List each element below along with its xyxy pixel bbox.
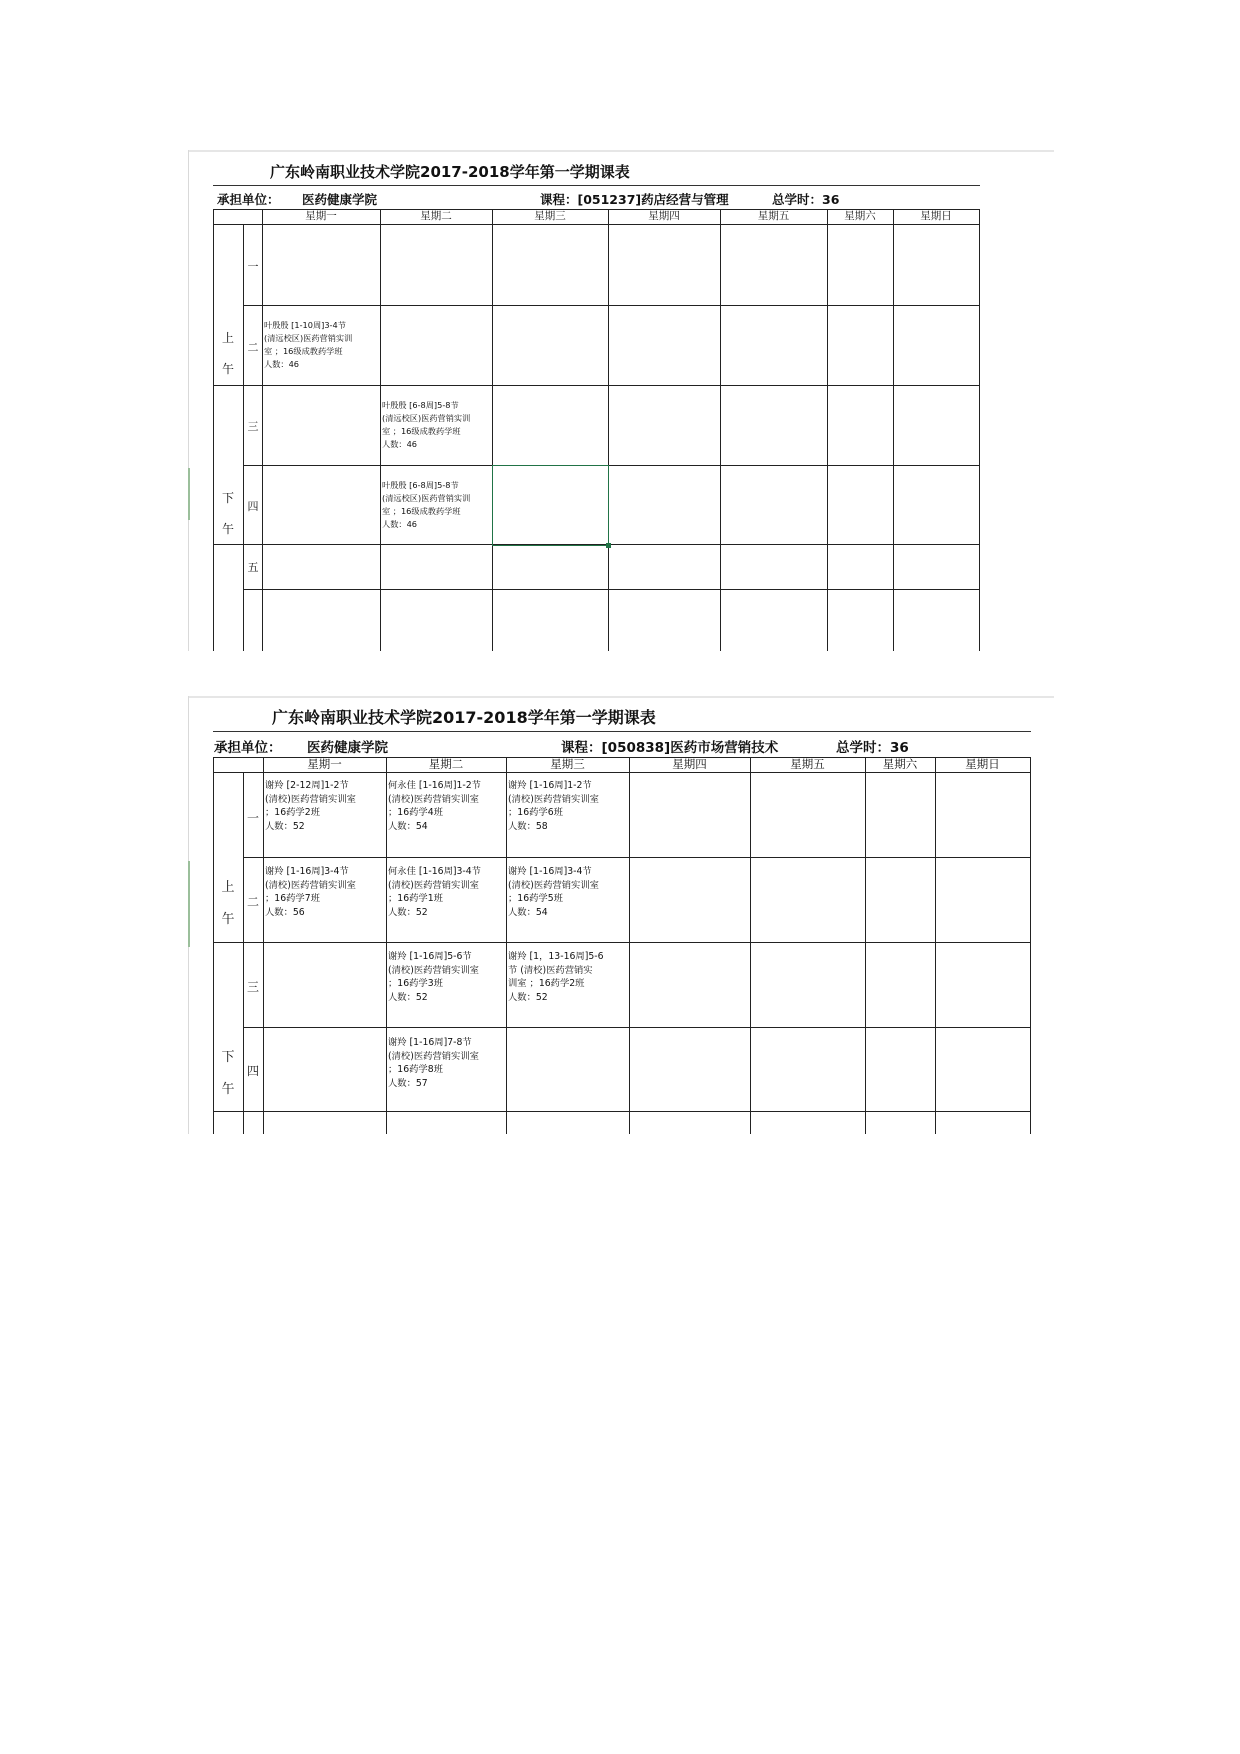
afternoon-label-1: 下 [221,1050,235,1065]
class-cell-wed-p2: 谢羚 [1-16周]3-4节 (清校)医药营销实训室 ；16药学5班 人数：54 [508,866,599,918]
day-header-sat: 星期六 [844,210,876,222]
period-3: 三 [247,420,259,433]
period-2: 二 [246,895,259,909]
day-header-wed: 星期三 [550,757,585,771]
day-header-thu: 星期四 [672,757,707,771]
sheet-top-edge [188,696,1054,698]
day-header-tue: 星期二 [420,210,452,222]
morning-label-1: 上 [221,880,235,895]
unit-name: 医药健康学院 [307,740,388,756]
course-info: 课程：[051237]药店经营与管理 [540,192,729,207]
day-header-sun: 星期日 [965,757,1000,771]
day-header-fri: 星期五 [757,210,790,222]
title-rule [213,731,1031,732]
timetable-grid [213,209,980,651]
day-header-tue: 星期二 [428,757,464,771]
day-header-mon: 星期一 [305,210,337,222]
class-cell-mon-p2: 叶殷殷 [1-10周]3-4节 (清远校区)医药营销实训 室 ；16级成教药学班 人数：46 [264,320,353,369]
selected-cell[interactable] [492,465,609,546]
morning-label-2: 午 [221,362,234,376]
class-cell-tue-p3: 叶殷殷 [6-8周]5-8节 (清远校区)医药营销实训 室 ；16级成教药学班 人数：46 [382,400,471,449]
course-info: 课程：[050838]医药市场营销技术 [561,740,779,756]
unit-label: 承担单位： [217,192,280,207]
day-header-sat: 星期六 [882,757,918,771]
class-cell-tue-p1: 何永佳 [1-16周]1-2节 (清校)医药营销实训室 ；16药学4班 人数：54 [388,780,481,832]
morning-label-1: 上 [221,331,234,345]
unit-name: 医药健康学院 [302,192,378,207]
schedule-title: 广东岭南职业技术学院2017-2018学年第一学期课表 [270,163,630,181]
morning-label-2: 午 [221,912,235,927]
class-cell-wed-p3: 谢羚 [1，13-16周]5-6 节 (清校)医药营销实 训室 ；16药学2班 人数：52 [508,951,604,1003]
day-header-thu: 星期四 [648,210,680,222]
class-cell-mon-p2: 谢羚 [1-16周]3-4节 (清校)医药营销实训室 ；16药学7班 人数：56 [265,866,356,918]
class-cell-tue-p4: 谢羚 [1-16周]7-8节 (清校)医药营销实训室 ；16药学8班 人数：57 [388,1037,479,1089]
afternoon-label-1: 下 [221,491,234,505]
row-marker [188,468,190,520]
class-cell-mon-p1: 谢羚 [2-12周]1-2节 (清校)医药营销实训室 ；16药学2班 人数：52 [265,780,356,832]
day-header-wed: 星期三 [534,210,566,222]
unit-label: 承担单位： [214,740,282,756]
class-cell-tue-p4: 叶殷殷 [6-8周]5-8节 (清远校区)医药营销实训 室 ；16级成教药学班 人数：46 [382,480,471,529]
row-marker [188,861,190,947]
total-hours: 总学时：36 [772,192,840,207]
class-cell-tue-p3: 谢羚 [1-16周]5-6节 (清校)医药营销实训室 ；16药学3班 人数：52 [388,951,479,1003]
period-1: 一 [247,260,259,273]
class-cell-wed-p1: 谢羚 [1-16周]1-2节 (清校)医药营销实训室 ；16药学6班 人数：58 [508,780,599,832]
period-3: 三 [246,980,259,994]
class-cell-tue-p2: 何永佳 [1-16周]3-4节 (清校)医药营销实训室 ；16药学1班 人数：52 [388,866,481,918]
total-hours: 总学时：36 [836,740,909,756]
sheet-left-edge [188,150,189,651]
timetable-screenshot-1 [188,150,1054,651]
title-rule [213,185,980,186]
day-header-mon: 星期一 [307,757,342,771]
afternoon-label-2: 午 [221,1082,235,1097]
day-header-fri: 星期五 [790,757,825,771]
timetable-screenshot-2 [188,696,1054,1134]
period-4: 四 [247,500,259,513]
sheet-top-edge [188,150,1054,152]
afternoon-label-2: 午 [221,522,234,536]
period-2: 二 [247,341,259,354]
timetable-grid [213,757,1031,1134]
period-4: 四 [246,1064,259,1078]
period-1: 一 [246,811,259,825]
schedule-title: 广东岭南职业技术学院2017-2018学年第一学期课表 [272,708,656,727]
day-header-sun: 星期日 [920,210,952,222]
period-5: 五 [247,561,259,574]
fill-handle[interactable] [606,543,611,548]
